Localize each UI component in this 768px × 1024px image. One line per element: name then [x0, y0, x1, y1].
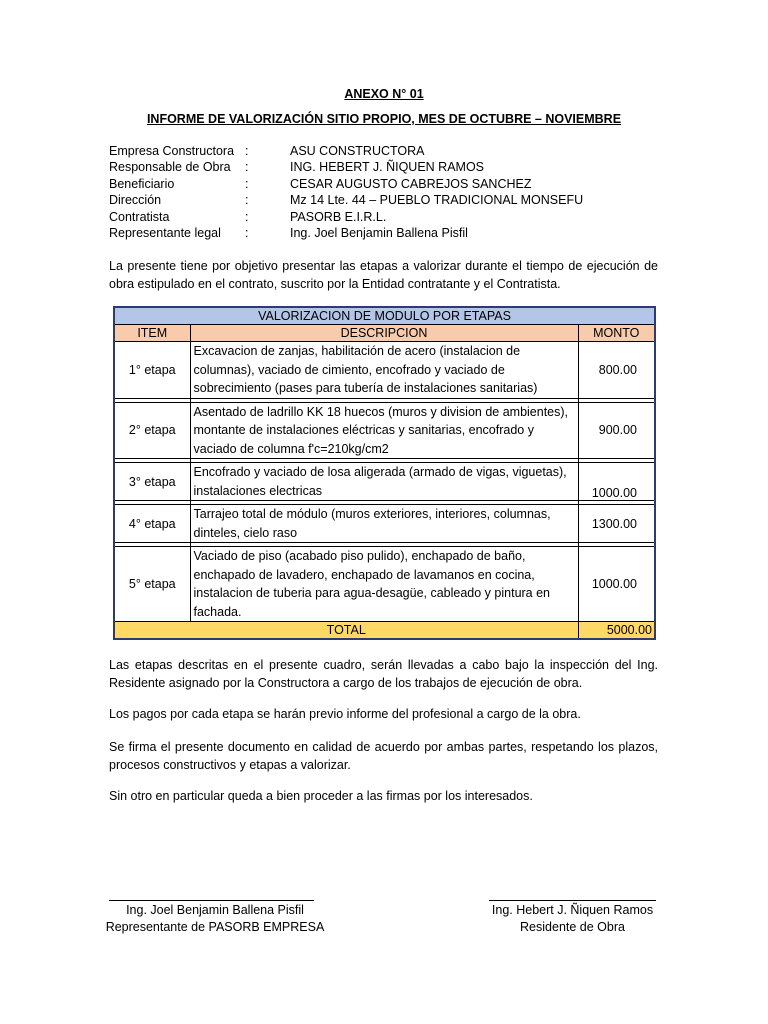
info-row-representante — [109, 225, 583, 241]
info-colon: : — [245, 193, 249, 208]
signature-left — [100, 902, 330, 936]
paragraph-inspection: Las etapas descritas en el presente cuadro, serán llevadas a cabo bajo la inspección del Ing. Residente asignado por la Constructora a cargo de los trabajos de ejecución de obra. — [109, 658, 658, 690]
row-amount: 900.00 — [578, 402, 655, 459]
info-colon: : — [245, 144, 249, 158]
row-amount: 1000.00 — [578, 547, 655, 622]
info-label: Responsable de Obra — [109, 160, 231, 175]
info-label: Beneficiario — [109, 176, 175, 191]
total-label: TOTAL — [114, 622, 578, 640]
intro-paragraph: La presente tiene por objetivo presentar las etapas a valorizar durante el tiempo de ejecución de obra estipulado en el contrato, suscrito por la Entidad contratante y el Contratista. — [109, 259, 658, 291]
row-amount: 1000.00 — [578, 463, 655, 501]
info-colon: : — [245, 160, 249, 175]
info-label: Contratista — [109, 209, 170, 224]
info-value: Ing. Joel Benjamin Ballena Pisfil — [290, 225, 468, 240]
row-description: Vaciado de piso (acabado piso pulido), enchapado de baño, enchapado de lavadero, enchapado de lavamanos en cocina, instalacion de tuberia para agua-desagüe, cableado y pintura en fachada. — [190, 547, 578, 622]
paragraph-agreement: Se firma el presente documento en calidad de acuerdo por ambas partes, respetando los plazos, procesos constructivos y etapas a valorizar. — [109, 740, 658, 772]
signature-right-role: Residente de Obra — [520, 920, 625, 934]
info-colon: : — [245, 225, 249, 240]
info-label: Dirección — [109, 193, 162, 208]
row-item: 5° etapa — [114, 547, 190, 622]
row-item: 4° etapa — [114, 505, 190, 543]
row-amount: 1300.00 — [578, 505, 655, 543]
valuation-table — [113, 306, 656, 640]
row-description: Tarrajeo total de módulo (muros exteriores, interiores, columnas, dinteles, cielo raso — [190, 505, 578, 543]
info-row-responsable — [109, 159, 583, 175]
total-row — [114, 622, 655, 640]
signature-right-name: Ing. Hebert J. Ñiquen Ramos — [491, 903, 654, 917]
signature-line-right — [489, 900, 656, 901]
info-row-beneficiario — [109, 176, 583, 192]
info-label: Representante legal — [109, 225, 221, 240]
table-row — [114, 342, 655, 399]
info-block — [109, 143, 583, 241]
info-value: ASU CONSTRUCTORA — [290, 144, 425, 158]
header-amount: MONTO — [578, 325, 655, 342]
info-label: Empresa Constructora — [109, 144, 235, 158]
row-amount: 800.00 — [578, 342, 655, 399]
total-amount: 5000.00 — [578, 622, 655, 640]
header-description: DESCRIPCION — [190, 325, 578, 342]
paragraph-payments: Los pagos por cada etapa se harán previo informe del profesional a cargo de la obra. — [109, 707, 581, 721]
report-title: INFORME DE VALORIZACIÓN SITIO PROPIO, MES DE OCTUBRE – NOVIEMBRE — [146, 112, 622, 126]
table-title-row — [114, 307, 655, 325]
signature-right — [470, 902, 675, 936]
info-value: PASORB E.I.R.L. — [290, 209, 387, 224]
info-colon: : — [245, 209, 249, 224]
signature-line-left — [109, 900, 314, 901]
table-header-row — [114, 325, 655, 342]
info-row-contratista — [109, 209, 583, 225]
info-row-direccion — [109, 192, 583, 208]
row-description: Asentado de ladrillo KK 18 huecos (muros y division de ambientes), montante de instalaciones eléctricas y sanitarias, encofrado y vaciado de columna f'c=210kg/cm2 — [190, 402, 578, 459]
info-row-empresa — [109, 143, 583, 159]
row-description: Encofrado y vaciado de losa aligerada (armado de vigas, viguetas), instalaciones electricas — [190, 463, 578, 501]
header-item: ITEM — [114, 325, 190, 342]
row-description: Excavacion de zanjas, habilitación de acero (instalacion de columnas), vaciado de cimiento, encofrado y vaciado de sobrecimiento (pases para tubería de instalaciones sanitarias) — [190, 342, 578, 399]
annex-title: ANEXO N° 01 — [344, 87, 424, 101]
info-value: Mz 14 Lte. 44 – PUEBLO TRADICIONAL MONSEFU — [290, 193, 584, 208]
row-item: 3° etapa — [114, 463, 190, 501]
info-value: CESAR AUGUSTO CABREJOS SANCHEZ — [290, 176, 532, 191]
info-colon: : — [245, 176, 249, 191]
table-title: VALORIZACION DE MODULO POR ETAPAS — [114, 307, 655, 325]
info-value: ING. HEBERT J. ÑIQUEN RAMOS — [290, 160, 485, 175]
table-row — [114, 463, 655, 501]
paragraph-closing: Sin otro en particular queda a bien proceder a las firmas por los interesados. — [109, 789, 533, 803]
table-row — [114, 505, 655, 543]
row-item: 2° etapa — [114, 402, 190, 459]
table-row — [114, 547, 655, 622]
table-row — [114, 402, 655, 459]
signature-left-role: Representante de PASORB EMPRESA — [105, 920, 325, 934]
signature-left-name: Ing. Joel Benjamin Ballena Pisfil — [126, 903, 304, 917]
row-item: 1° etapa — [114, 342, 190, 399]
